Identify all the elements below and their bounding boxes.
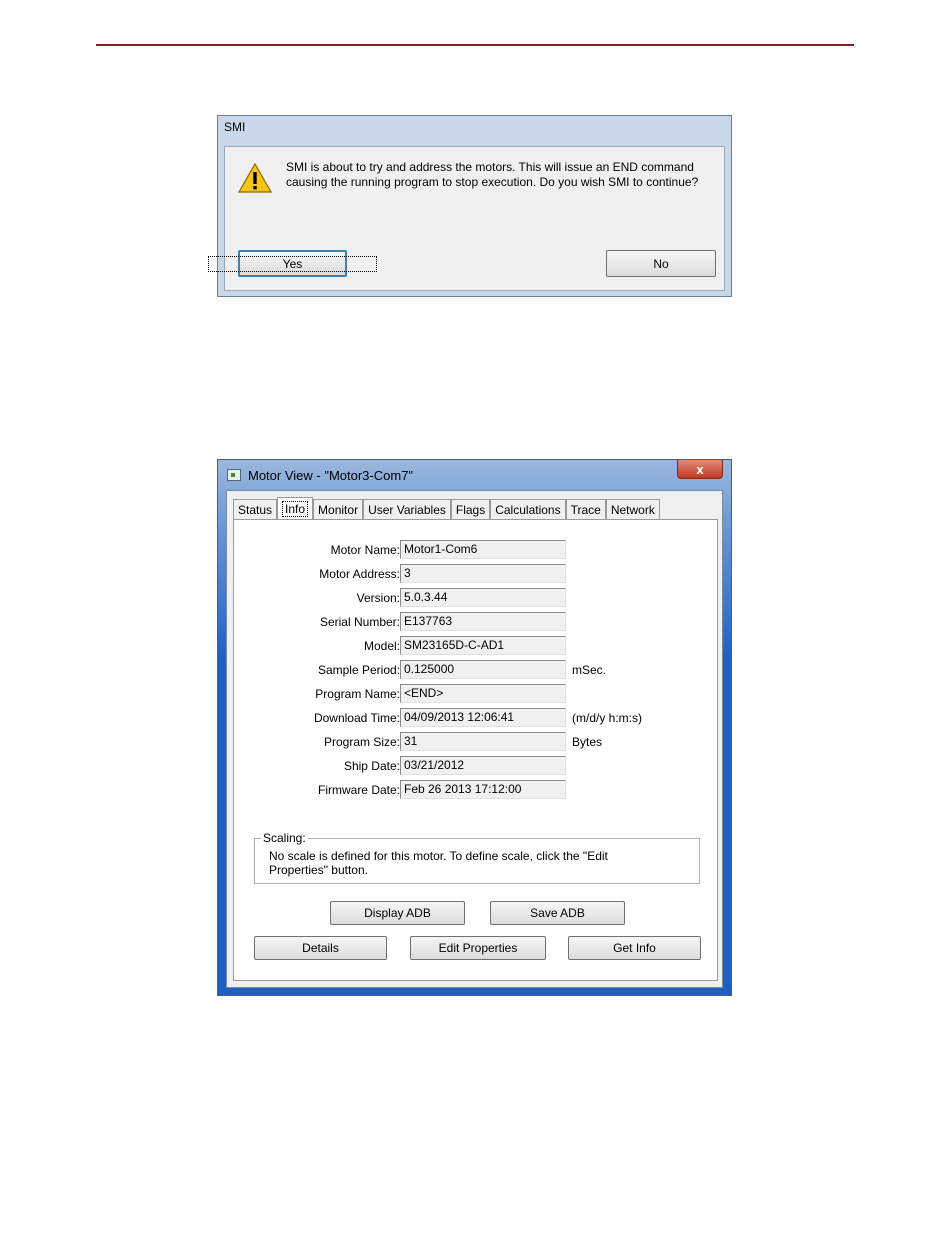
info-row <box>234 636 505 656</box>
info-field-unit: mSec. <box>572 663 607 677</box>
smi-dialog-title: SMI <box>224 120 246 134</box>
display-adb-label: Display ADB <box>364 906 431 920</box>
tab-flags-label: Flags <box>455 502 486 517</box>
get-info-button[interactable] <box>568 936 701 960</box>
info-field-label: Firmware Date: <box>317 783 400 797</box>
details-button[interactable] <box>254 936 387 960</box>
info-field-value: 5.0.3.44 <box>400 588 566 607</box>
info-field-value: 04/09/2013 12:06:41 <box>400 708 566 727</box>
tab-strip <box>233 497 660 519</box>
info-field-label: Model: <box>363 639 400 653</box>
info-row <box>234 708 643 728</box>
info-field-value: <END> <box>400 684 566 703</box>
info-field-label: Download Time: <box>313 711 400 725</box>
tab-info-label: Info <box>282 501 308 517</box>
info-row <box>234 684 444 704</box>
details-label: Details <box>302 941 339 955</box>
save-adb-label: Save ADB <box>530 906 585 920</box>
info-field-unit: (m/d/y h:m:s) <box>572 711 643 725</box>
close-icon: x <box>696 461 704 477</box>
edit-properties-label: Edit Properties <box>438 941 518 955</box>
info-tab-panel <box>233 519 718 981</box>
tab-monitor-label: Monitor <box>318 502 359 517</box>
info-field-value: E137763 <box>400 612 566 631</box>
info-field-value: 31 <box>400 732 566 751</box>
tab-status[interactable] <box>233 499 277 519</box>
info-row <box>234 588 448 608</box>
tab-user-variables[interactable] <box>363 499 451 519</box>
info-row <box>234 612 453 632</box>
info-row <box>234 660 607 680</box>
info-row <box>234 564 411 584</box>
info-field-value: 3 <box>400 564 566 583</box>
smi-dialog-body <box>224 146 725 291</box>
save-adb-button[interactable] <box>490 901 625 925</box>
info-field-label: Motor Address: <box>319 567 400 581</box>
info-field-value: Feb 26 2013 17:12:00 <box>400 780 566 799</box>
info-row <box>234 756 465 776</box>
info-row <box>234 780 522 800</box>
scaling-text: No scale is defined for this motor. To define scale, click the "Edit Properties" button. <box>269 849 608 877</box>
warning-icon <box>238 163 272 193</box>
info-field-value: SM23165D-C-AD1 <box>400 636 566 655</box>
get-info-label: Get Info <box>613 941 656 955</box>
info-field-label: Serial Number: <box>319 615 400 629</box>
motor-view-client <box>226 490 723 988</box>
info-field-value: 03/21/2012 <box>400 756 566 775</box>
tab-network[interactable] <box>606 499 660 519</box>
info-field-label: Program Name: <box>315 687 400 701</box>
motor-view-window <box>217 459 732 996</box>
no-button-label: No <box>653 256 669 271</box>
info-field-label: Motor Name: <box>330 543 400 557</box>
tab-status-label: Status <box>238 502 273 517</box>
page-header-rule <box>96 44 854 46</box>
info-row <box>234 540 478 560</box>
info-field-unit: Bytes <box>572 735 603 749</box>
info-field-label: Sample Period: <box>317 663 400 677</box>
app-icon <box>227 469 241 481</box>
tab-info[interactable] <box>277 497 313 519</box>
info-field-value: Motor1-Com6 <box>400 540 566 559</box>
tab-trace-label: Trace <box>570 502 601 517</box>
info-field-label: Ship Date: <box>343 759 400 773</box>
display-adb-button[interactable] <box>330 901 465 925</box>
scaling-group <box>254 831 700 884</box>
tab-user-variables-label: User Variables <box>368 502 446 517</box>
yes-button-label: Yes <box>208 256 378 272</box>
tab-trace[interactable] <box>566 499 606 519</box>
close-button[interactable] <box>677 460 723 479</box>
edit-properties-button[interactable] <box>410 936 546 960</box>
motor-view-title: Motor View - "Motor3-Com7" <box>248 468 414 483</box>
tab-monitor[interactable] <box>313 499 363 519</box>
info-row <box>234 732 603 752</box>
info-field-value: 0.125000 <box>400 660 566 679</box>
tab-network-label: Network <box>610 502 655 517</box>
info-field-label: Version: <box>356 591 400 605</box>
scaling-legend: Scaling: <box>263 831 306 845</box>
tab-calculations-label: Calculations <box>495 502 561 517</box>
info-field-label: Program Size: <box>323 735 400 749</box>
yes-button[interactable] <box>238 250 347 277</box>
no-button[interactable] <box>606 250 716 277</box>
tab-flags[interactable] <box>451 499 490 519</box>
smi-dialog <box>217 115 732 297</box>
smi-dialog-message: SMI is about to try and address the motors. This will issue an END command causing the running program to stop execution. Do you wish SMI to continue? <box>286 160 699 189</box>
tab-calculations[interactable] <box>490 499 565 519</box>
